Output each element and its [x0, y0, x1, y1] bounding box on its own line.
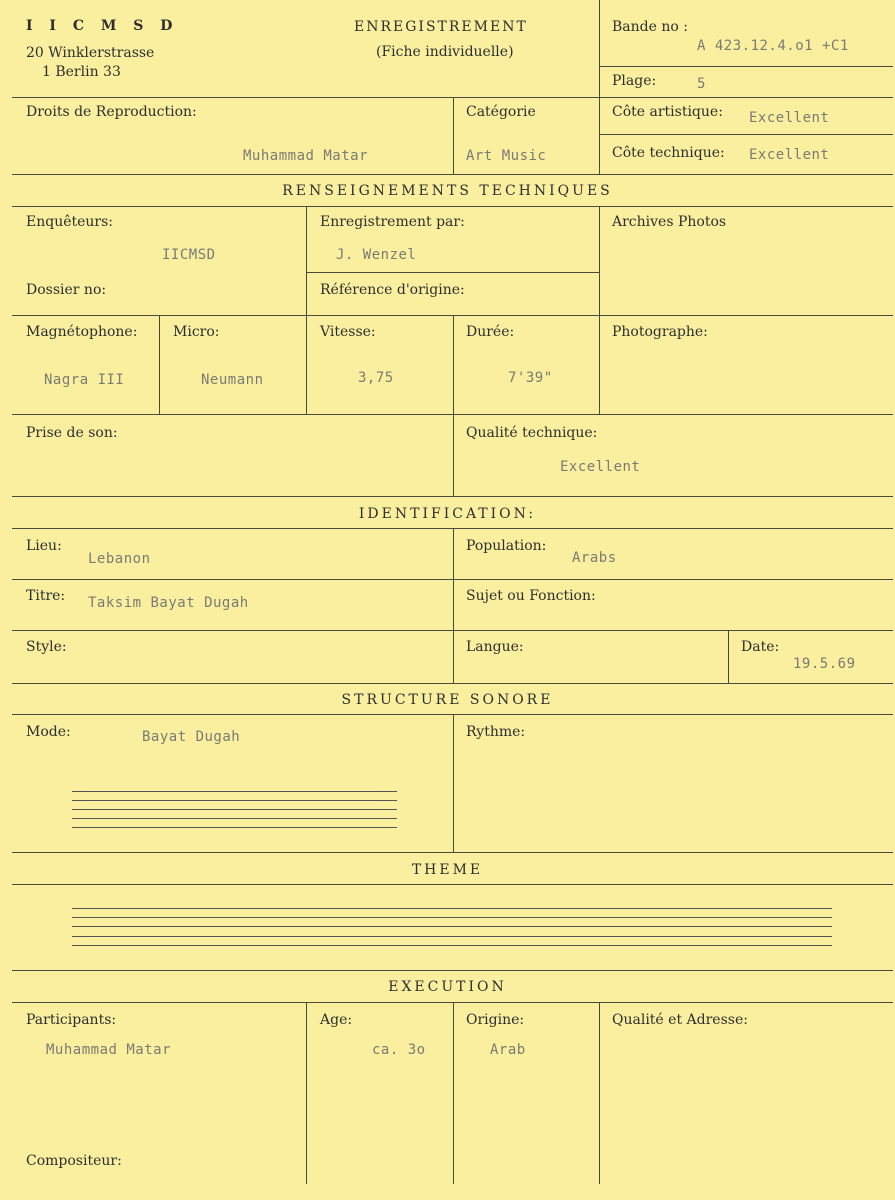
dossier-label: Dossier no: — [26, 282, 107, 298]
date-value: 19.5.69 — [793, 656, 856, 672]
plage-value: 5 — [697, 76, 706, 92]
qualite-technique-label: Qualité technique: — [466, 425, 598, 441]
enreg-par-label: Enregistrement par: — [320, 214, 465, 230]
form-title: ENREGISTREMENT — [354, 19, 528, 35]
rule-cote-split — [600, 134, 893, 135]
address-line-1: 20 Winklerstrasse — [26, 45, 155, 61]
section-title-structure: STRUCTURE SONORE — [341, 692, 554, 708]
section-title-identification: IDENTIFICATION: — [358, 506, 537, 522]
rythme-label: Rythme: — [466, 724, 526, 740]
categorie-label: Catégorie — [466, 104, 536, 120]
theme-staff-line-1 — [72, 908, 832, 909]
theme-staff-line-4 — [72, 936, 832, 937]
org-logo: I I C M S D — [26, 18, 179, 34]
address-line-2: 1 Berlin 33 — [42, 64, 121, 80]
vline-ident — [453, 528, 454, 683]
rule-prise-bottom — [12, 496, 893, 497]
mode-staff-line-2 — [72, 800, 397, 801]
mode-staff-line-5 — [72, 827, 397, 828]
cote-technique-label: Côte technique: — [612, 145, 725, 161]
theme-staff-line-5 — [72, 945, 832, 946]
section-title-technical: RENSEIGNEMENTS TECHNIQUES — [282, 183, 613, 199]
titre-label: Titre: — [26, 588, 66, 604]
archives-photos-label: Archives Photos — [612, 214, 727, 230]
enreg-par-value: J. Wenzel — [336, 247, 417, 263]
vline-tech-1 — [306, 206, 307, 414]
sujet-label: Sujet ou Fonction: — [466, 588, 596, 604]
vitesse-label: Vitesse: — [320, 324, 376, 340]
rule-bande-plage — [600, 66, 893, 67]
bande-value: A 423.12.4.o1 +C1 — [697, 38, 849, 54]
duree-value: 7'39" — [508, 370, 553, 386]
droits-label: Droits de Reproduction: — [26, 104, 197, 120]
bande-label: Bande no : — [612, 19, 688, 35]
plage-label: Plage: — [612, 73, 657, 89]
rule-rights-bottom — [12, 174, 893, 175]
enqueteurs-value: IICMSD — [162, 247, 216, 263]
cote-technique-value: Excellent — [749, 147, 830, 163]
age-value: ca. 3o — [372, 1042, 426, 1058]
vline-duree — [453, 315, 454, 414]
photographe-label: Photographe: — [612, 324, 708, 340]
lieu-value: Lebanon — [88, 551, 151, 567]
categorie-value: Art Music — [466, 148, 547, 164]
mode-label: Mode: — [26, 724, 71, 740]
vline-qualite — [453, 414, 454, 496]
qualite-adresse-label: Qualité et Adresse: — [612, 1012, 748, 1028]
vline-rythme — [453, 714, 454, 852]
titre-value: Taksim Bayat Dugah — [88, 595, 249, 611]
mode-staff-line-4 — [72, 818, 397, 819]
participants-label: Participants: — [26, 1012, 117, 1028]
vline-micro — [159, 315, 160, 414]
cote-artistique-label: Côte artistique: — [612, 104, 723, 120]
magnetophone-label: Magnétophone: — [26, 324, 138, 340]
rule-theme-title-bottom — [12, 884, 893, 885]
reference-label: Référence d'origine: — [320, 282, 465, 298]
theme-staff-line-2 — [72, 917, 832, 918]
origine-value: Arab — [490, 1042, 526, 1058]
rule-theme-bottom — [12, 970, 893, 971]
population-label: Population: — [466, 538, 547, 554]
vline-age — [306, 1002, 307, 1184]
mode-staff-line-1 — [72, 791, 397, 792]
date-label: Date: — [741, 639, 780, 655]
style-label: Style: — [26, 639, 67, 655]
mode-staff-line-3 — [72, 809, 397, 810]
vline-date — [728, 630, 729, 683]
vline-categorie — [453, 97, 454, 174]
rule-tech-title-bottom — [12, 206, 893, 207]
vline-cote — [599, 97, 600, 174]
qualite-technique-value: Excellent — [560, 459, 641, 475]
lieu-label: Lieu: — [26, 538, 62, 554]
rule-style-bottom — [12, 683, 893, 684]
vline-tech-2 — [599, 206, 600, 414]
prise-de-son-label: Prise de son: — [26, 425, 118, 441]
age-label: Age: — [320, 1012, 353, 1028]
participants-value: Muhammad Matar — [46, 1042, 172, 1058]
form-subtitle: (Fiche individuelle) — [376, 44, 514, 60]
cote-artistique-value: Excellent — [749, 110, 830, 126]
compositeur-label: Compositeur: — [26, 1153, 122, 1169]
vline-qualite-adresse — [599, 1002, 600, 1184]
section-title-execution: EXECUTION — [388, 979, 507, 995]
micro-value: Neumann — [201, 372, 264, 388]
micro-label: Micro: — [173, 324, 220, 340]
enqueteurs-label: Enquêteurs: — [26, 214, 114, 230]
origine-label: Origine: — [466, 1012, 525, 1028]
rule-enreg-ref — [307, 272, 600, 273]
population-value: Arabs — [572, 550, 617, 566]
droits-value: Muhammad Matar — [243, 148, 369, 164]
magnetophone-value: Nagra III — [44, 372, 125, 388]
section-title-theme: THEME — [411, 862, 484, 878]
theme-staff-line-3 — [72, 926, 832, 927]
vline-origine — [453, 1002, 454, 1184]
vline-header — [599, 0, 600, 97]
langue-label: Langue: — [466, 639, 524, 655]
mode-value: Bayat Dugah — [142, 729, 241, 745]
duree-label: Durée: — [466, 324, 515, 340]
vitesse-value: 3,75 — [358, 370, 394, 386]
rule-mode-bottom — [12, 852, 893, 853]
